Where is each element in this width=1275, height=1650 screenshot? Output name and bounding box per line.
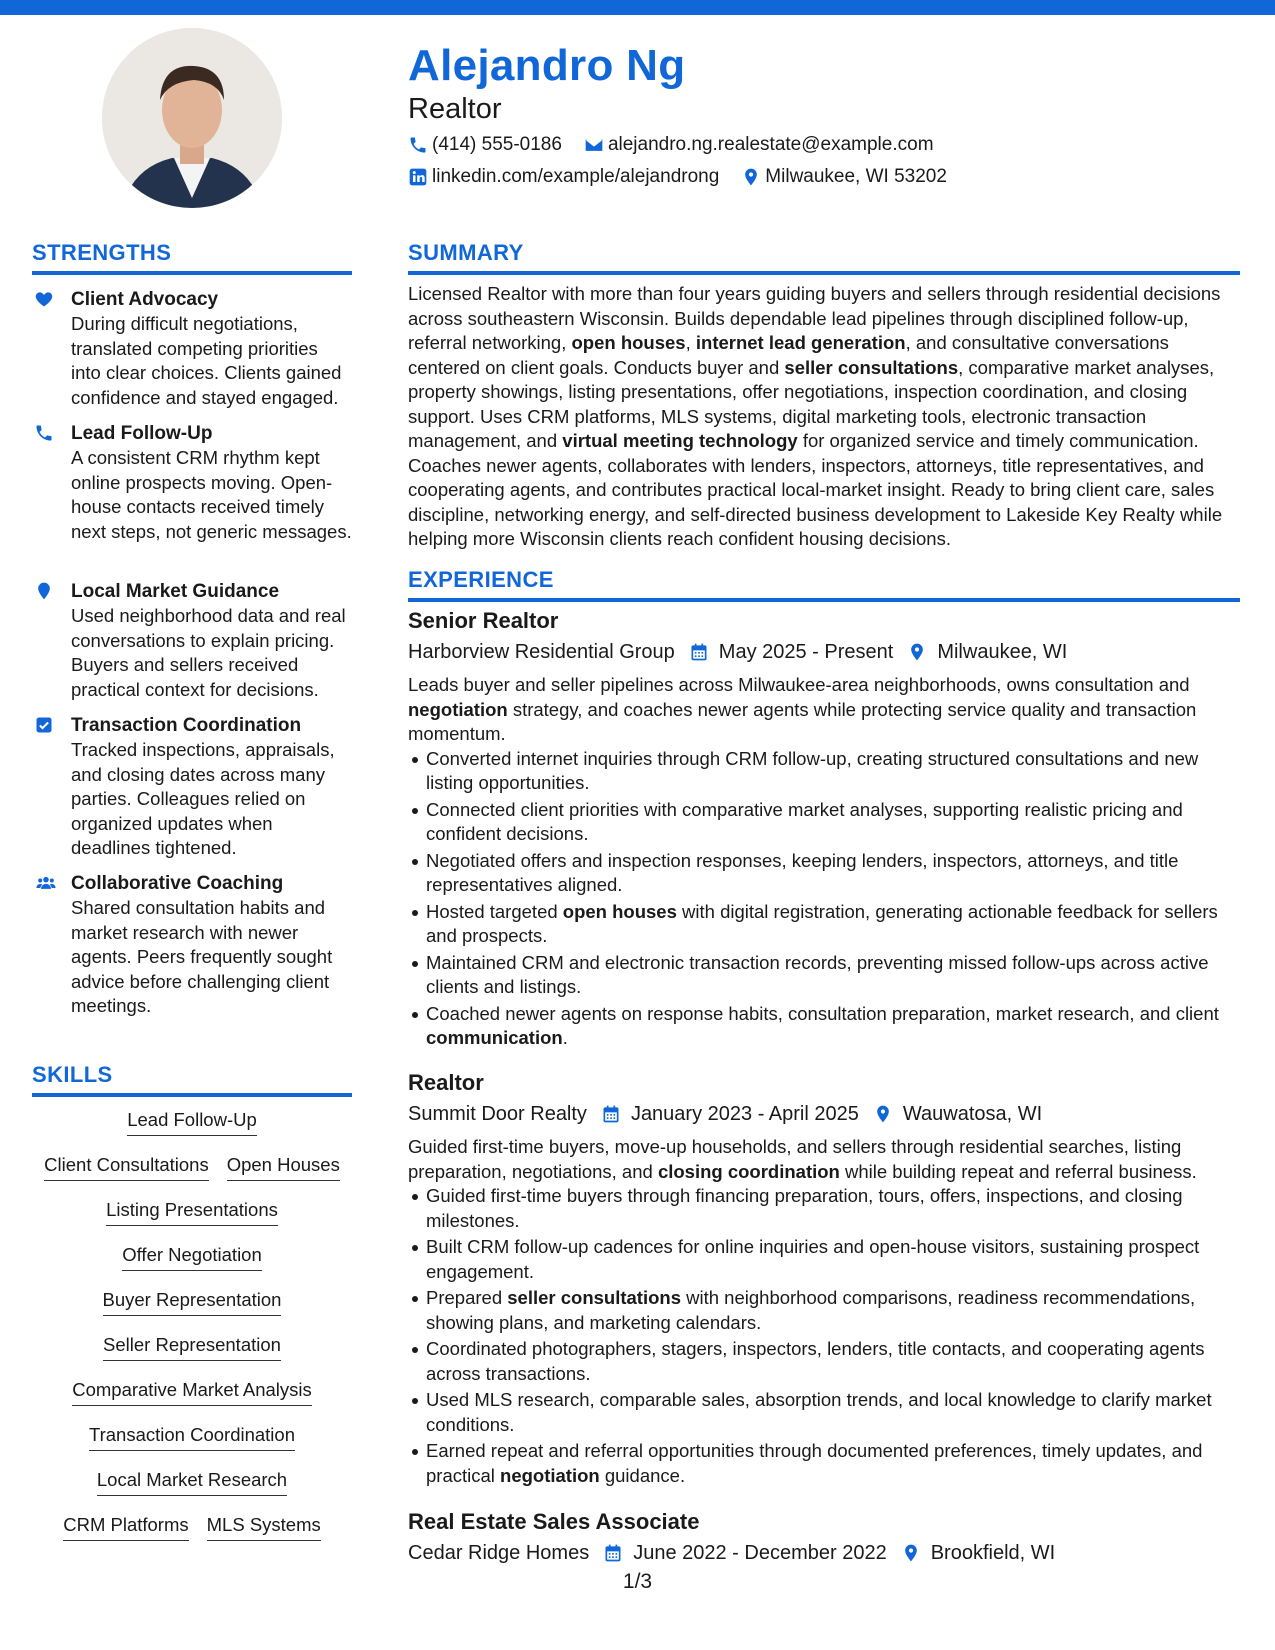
profile-photo xyxy=(102,28,282,208)
email-icon xyxy=(584,135,604,155)
skill-tag: Offer Negotiation xyxy=(122,1243,262,1271)
strength-title: Client Advocacy xyxy=(71,289,219,310)
skill-row xyxy=(63,1513,321,1558)
calendar-icon xyxy=(689,642,709,662)
contact-row-1 xyxy=(408,134,956,156)
skill-tag: Open Houses xyxy=(227,1153,340,1181)
summary-text: Licensed Realtor with more than four years guiding buyers and sellers through residential decisions across southeastern Wisconsin. Builds dependable lead pipelines through disciplined follow-up, referral networking, open houses, internet lead generation, and consultative conversations centered on client goals. Conducts buyer and seller consultations, comparative market analyses, property showings, listing presentations, offer negotiations, inspection coordination, and closing support. Uses CRM platforms, MLS systems, digital marketing tools, electronic transaction management, and virtual meeting technology for organized service and timely communication. Coaches newer agents, collaborates with lenders, inspectors, attorneys, title representatives, and cooperating agents, and contributes practical local-market insight. Ready to bring client care, sales discipline, networking energy, and self-directed business development to Lakeside Key Realty while helping more Wisconsin clients reach confident housing decisions. xyxy=(408,283,1223,549)
skill-tag: Lead Follow-Up xyxy=(127,1108,257,1136)
heart-icon xyxy=(34,289,56,311)
strength-title: Transaction Coordination xyxy=(71,715,302,736)
job-title: Senior Realtor xyxy=(408,608,559,633)
job-description: Leads buyer and seller pipelines across Milwaukee-area neighborhoods, owns consultation and negotiation strategy, and coaches newer agents while protecting service quality and transaction momentum. xyxy=(408,674,1197,744)
job-bullet: Earned repeat and referral opportunities through documented preferences, timely updates, and practical negotiation guidance. xyxy=(426,1439,1240,1488)
job-dates: June 2022 - December 2022 xyxy=(603,1538,887,1568)
contact-row-2 xyxy=(408,166,969,188)
job-bullet: Maintained CRM and electronic transaction records, preventing missed follow-ups across active clients and listings. xyxy=(426,951,1240,1000)
job-bullet: Negotiated offers and inspection responses, keeping lenders, inspectors, attorneys, and title representatives aligned. xyxy=(426,849,1240,898)
skill-row xyxy=(103,1288,282,1333)
job-title: Real Estate Sales Associate xyxy=(408,1509,700,1534)
strength-title: Lead Follow-Up xyxy=(71,423,213,444)
strength-desc: Used neighborhood data and real conversations to explain pricing. Buyers and sellers received practical context for decisions. xyxy=(71,605,346,700)
phone-text: (414) 555-0186 xyxy=(432,134,562,155)
job-bullet: Hosted targeted open houses with digital registration, generating actionable feedback for sellers and prospects. xyxy=(426,900,1240,949)
summary-heading: SUMMARY xyxy=(408,240,1240,275)
job-location: Milwaukee, WI xyxy=(907,637,1067,667)
phone-icon xyxy=(34,423,56,445)
linkedin-text: linkedin.com/example/alejandrong xyxy=(432,166,720,187)
skill-tag: Comparative Market Analysis xyxy=(72,1378,312,1406)
skills-list xyxy=(32,1108,352,1558)
job-entry xyxy=(408,607,1240,1053)
strength-item xyxy=(32,713,352,861)
map-pin-icon xyxy=(873,1104,893,1124)
map-pin-icon xyxy=(34,581,56,603)
job-dates: May 2025 - Present xyxy=(689,637,894,667)
strength-title: Collaborative Coaching xyxy=(71,873,284,894)
skills-heading: SKILLS xyxy=(32,1062,352,1097)
job-dates: January 2023 - April 2025 xyxy=(601,1099,859,1129)
strength-desc: A consistent CRM rhythm kept online prospects moving. Open-house contacts received timely next steps, not generic messages. xyxy=(71,447,352,542)
job-bullet: Prepared seller consultations with neighborhood comparisons, readiness recommendations, showing plans, and marketing calendars. xyxy=(426,1286,1240,1335)
strength-item xyxy=(32,287,352,410)
users-icon xyxy=(34,873,56,895)
strength-item xyxy=(32,871,352,1019)
job-bullet: Connected client priorities with comparative market analyses, supporting realistic pricing and confident decisions. xyxy=(426,798,1240,847)
linkedin-contact[interactable] xyxy=(408,166,719,188)
location-text: Milwaukee, WI 53202 xyxy=(765,166,947,187)
skill-tag: Buyer Representation xyxy=(103,1288,282,1316)
job-meta xyxy=(408,1538,1240,1568)
candidate-role: Realtor xyxy=(408,93,502,125)
job-location: Brookfield, WI xyxy=(901,1538,1055,1568)
email-text: alejandro.ng.realestate@example.com xyxy=(607,134,934,155)
job-bullets xyxy=(408,1184,1240,1488)
job-company: Harborview Residential Group xyxy=(408,641,675,663)
skill-tag: Seller Representation xyxy=(103,1333,281,1361)
strengths-heading: STRENGTHS xyxy=(32,240,352,275)
map-pin-icon xyxy=(741,167,761,187)
job-description: Guided first-time buyers, move-up households, and sellers through residential searches, listing preparation, negotiations, and closing coordination while building repeat and referral business. xyxy=(408,1136,1197,1182)
email-contact[interactable] xyxy=(584,134,934,156)
strength-desc: During difficult negotiations, translated competing priorities into clear choices. Clients gained confidence and stayed engaged. xyxy=(71,313,342,408)
map-pin-icon xyxy=(907,642,927,662)
job-title: Realtor xyxy=(408,1070,484,1095)
strength-desc: Shared consultation habits and market research with newer agents. Peers frequently sought advice before challenging client meetings. xyxy=(71,897,333,1016)
job-bullet: Coordinated photographers, stagers, inspectors, lenders, title contacts, and cooperating agents across transactions. xyxy=(426,1337,1240,1386)
page-number: 1/3 xyxy=(622,1570,653,1593)
skill-tag: Transaction Coordination xyxy=(89,1423,295,1451)
linkedin-icon xyxy=(408,167,428,187)
map-pin-icon xyxy=(901,1543,921,1563)
skill-tag: Listing Presentations xyxy=(106,1198,278,1226)
job-company: Cedar Ridge Homes xyxy=(408,1542,590,1564)
job-meta xyxy=(408,1099,1240,1129)
job-bullet: Converted internet inquiries through CRM follow-up, creating structured consultations and new listing opportunities. xyxy=(426,747,1240,796)
job-bullet: Coached newer agents on response habits, consultation preparation, market research, and client communication. xyxy=(426,1002,1240,1051)
strength-title: Local Market Guidance xyxy=(71,581,280,602)
strength-desc: Tracked inspections, appraisals, and closing dates across many parties. Colleagues relied on organized updates when deadlines tightened. xyxy=(71,739,335,858)
skill-tag: CRM Platforms xyxy=(63,1513,188,1541)
job-meta xyxy=(408,637,1240,667)
skill-row xyxy=(72,1378,312,1423)
location-contact xyxy=(741,166,947,188)
strength-item xyxy=(32,579,352,702)
checkbox-icon xyxy=(34,715,56,737)
skill-row xyxy=(127,1108,257,1153)
skill-row xyxy=(97,1468,287,1513)
job-bullets xyxy=(408,747,1240,1051)
skill-tag: Local Market Research xyxy=(97,1468,287,1496)
job-company: Summit Door Realty xyxy=(408,1103,587,1125)
skill-row xyxy=(106,1198,278,1243)
top-accent-bar xyxy=(0,0,1275,15)
experience-heading: EXPERIENCE xyxy=(408,567,1240,602)
skill-tag: Client Consultations xyxy=(44,1153,209,1181)
candidate-name: Alejandro Ng xyxy=(408,41,686,90)
job-entry xyxy=(408,1069,1240,1490)
strength-item xyxy=(32,421,352,544)
skill-row xyxy=(89,1423,295,1468)
phone-contact[interactable] xyxy=(408,134,562,156)
job-bullet: Guided first-time buyers through financing preparation, tours, offers, inspections, and closing milestones. xyxy=(426,1184,1240,1233)
job-bullet: Built CRM follow-up cadences for online inquiries and open-house visitors, sustaining prospect engagement. xyxy=(426,1235,1240,1284)
job-bullet: Used MLS research, comparable sales, absorption trends, and local knowledge to clarify market conditions. xyxy=(426,1388,1240,1437)
skill-row xyxy=(103,1333,281,1378)
skill-row xyxy=(122,1243,262,1288)
skill-row xyxy=(44,1153,340,1198)
calendar-icon xyxy=(603,1543,623,1563)
phone-icon xyxy=(408,135,428,155)
job-entry xyxy=(408,1508,1240,1568)
job-location: Wauwatosa, WI xyxy=(873,1099,1042,1129)
calendar-icon xyxy=(601,1104,621,1124)
skill-tag: MLS Systems xyxy=(207,1513,321,1541)
